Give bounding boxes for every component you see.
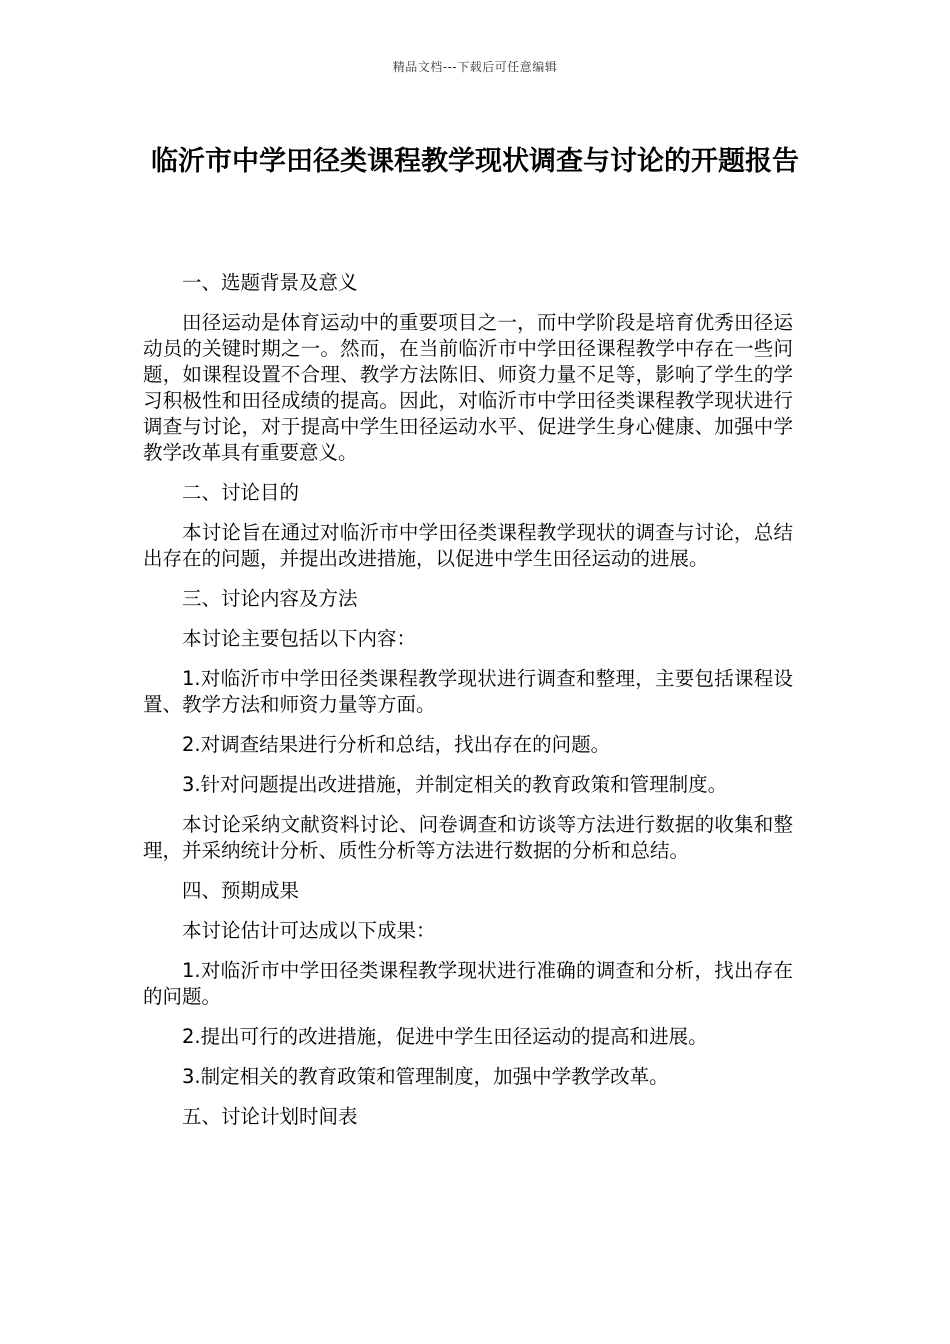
section-heading-purpose: 二、讨论目的 <box>182 481 300 504</box>
paragraph-outcomes-intro: 本讨论估计可达成以下成果： <box>182 919 436 942</box>
list-item-content-1: 1.对临沂市中学田径类课程教学现状进行调查和整理，主要包括课程设置、教学方法和师资力量等方面。 <box>143 667 793 716</box>
list-item-content-2: 2.对调查结果进行分析和总结，找出存在的问题。 <box>182 733 611 756</box>
paragraph-content-intro: 本讨论主要包括以下内容： <box>182 627 417 650</box>
paragraph-background: 田径运动是体育运动中的重要项目之一，而中学阶段是培育优秀田径运动员的关键时期之一。然而，在当前临沂市中学田径课程教学中存在一些问题，如课程设置不合理、教学方法陈旧、师资力量不足等，影响了学生的学习积极性和田径成绩的提高。因此，对临沂市中学田径类课程教学现状进行调查与讨论，对于提高中学生田径运动水平、促进学生身心健康、加强中学教学改革具有重要意义。 <box>143 311 793 464</box>
document-body <box>143 270 793 1144</box>
list-item-outcome-2: 2.提出可行的改进措施，促进中学生田径运动的提高和进展。 <box>182 1025 708 1048</box>
section-heading-content-method: 三、讨论内容及方法 <box>182 587 358 610</box>
list-item-outcome-3: 3.制定相关的教育政策和管理制度，加强中学教学改革。 <box>182 1065 669 1088</box>
document-title: 临沂市中学田径类课程教学现状调查与讨论的开题报告 <box>151 146 799 177</box>
paragraph-purpose: 本讨论旨在通过对临沂市中学田径类课程教学现状的调查与讨论，总结出存在的问题，并提出改进措施，以促进中学生田径运动的进展。 <box>143 521 793 570</box>
header-note: 精品文档---下载后可任意编辑 <box>392 60 558 74</box>
section-heading-schedule: 五、讨论计划时间表 <box>182 1105 358 1128</box>
section-heading-background: 一、选题背景及意义 <box>182 271 358 294</box>
list-item-content-3: 3.针对问题提出改进措施，并制定相关的教育政策和管理制度。 <box>182 773 728 796</box>
list-item-outcome-1: 1.对临沂市中学田径类课程教学现状进行准确的调查和分析，找出存在的问题。 <box>143 959 793 1008</box>
paragraph-method: 本讨论采纳文献资料讨论、问卷调查和访谈等方法进行数据的收集和整理，并采纳统计分析、质性分析等方法进行数据的分析和总结。 <box>143 813 793 862</box>
section-heading-outcomes: 四、预期成果 <box>182 879 300 902</box>
